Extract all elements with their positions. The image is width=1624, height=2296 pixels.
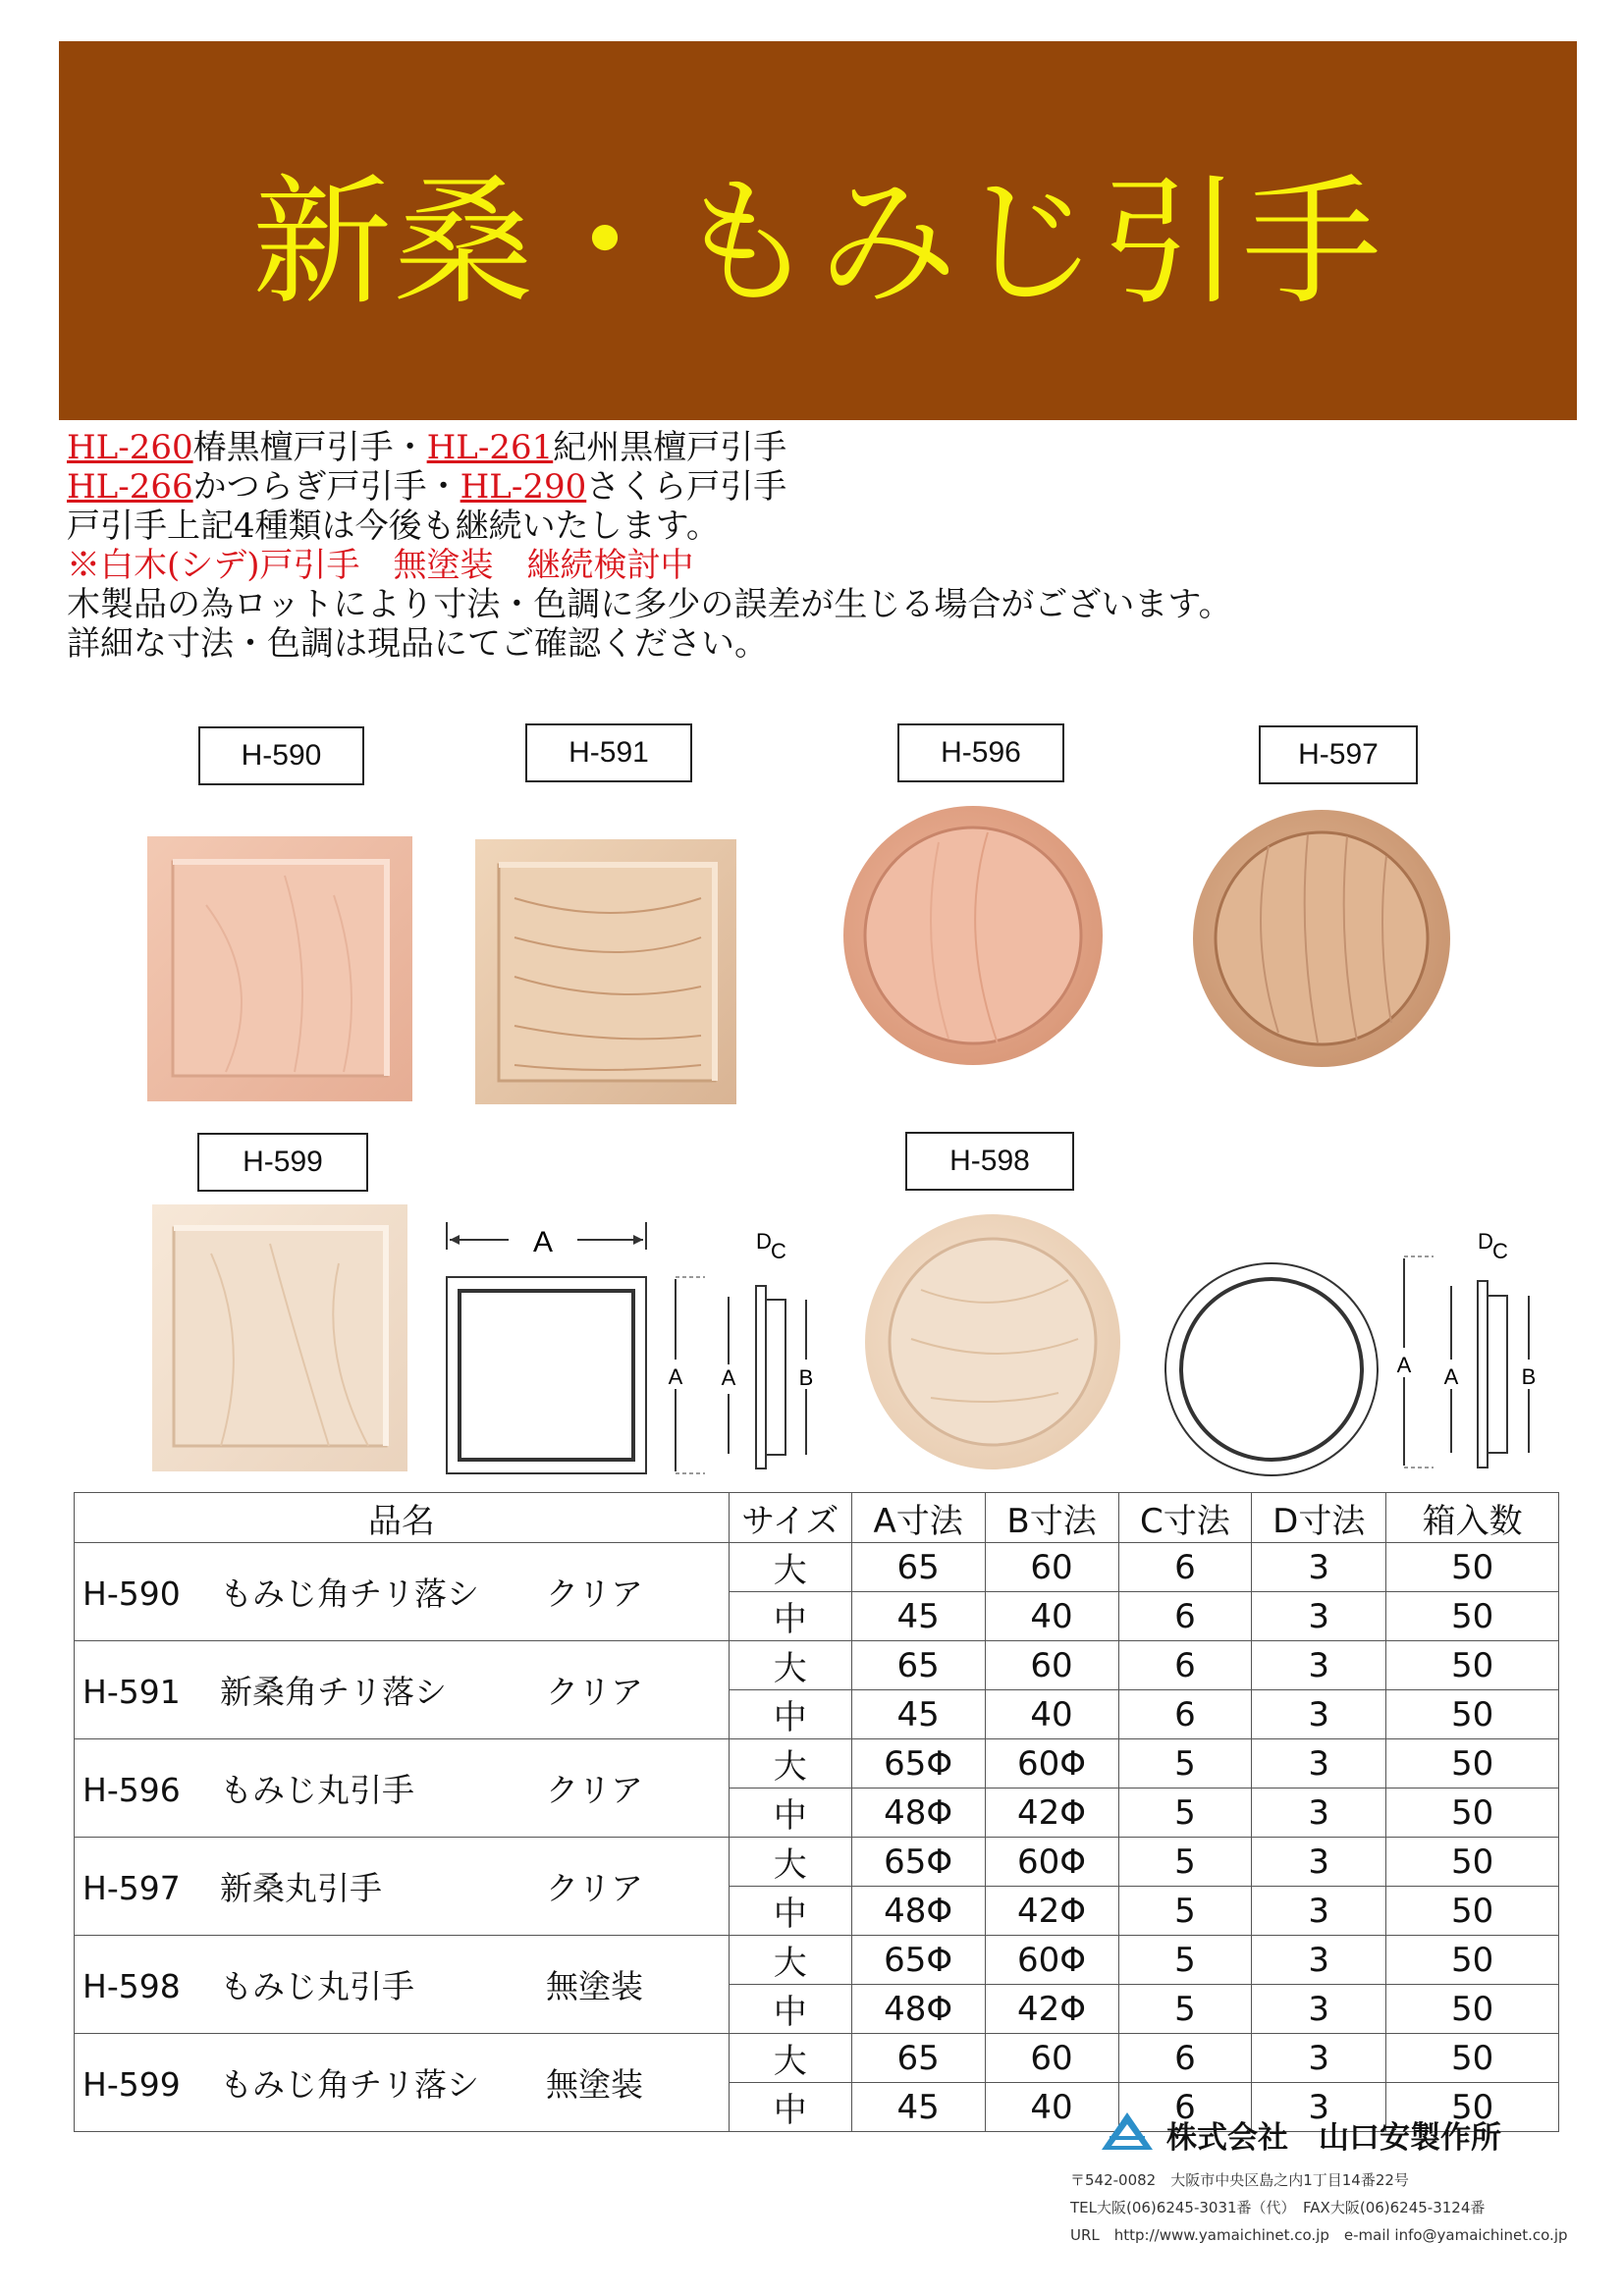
table-cell: 大 <box>729 1739 851 1789</box>
product-name-cell <box>75 2034 730 2132</box>
intro-line-3: 戸引手上記4種類は今後も継続いたします。 <box>67 507 720 546</box>
table-cell: 48Φ <box>851 1985 985 2034</box>
table-cell: 48Φ <box>851 1789 985 1838</box>
table-cell: 50 <box>1386 1838 1559 1887</box>
product-finish: クリア <box>546 1575 643 1613</box>
column-header: 品名 <box>75 1493 730 1543</box>
product-name: 新桑角チリ落シ <box>220 1673 447 1711</box>
table-cell: 3 <box>1252 1641 1386 1690</box>
product-name-cell <box>75 1739 730 1838</box>
table-cell: 3 <box>1252 1887 1386 1936</box>
table-cell: 50 <box>1386 1641 1559 1690</box>
dim-label-c: C <box>1492 1239 1508 1263</box>
table-cell: 50 <box>1386 1985 1559 2034</box>
table-cell: 5 <box>1118 1936 1252 1985</box>
table-cell: 6 <box>1118 1543 1252 1592</box>
table-cell: 42Φ <box>985 1789 1118 1838</box>
label-h599: H-599 <box>197 1133 368 1192</box>
table-cell: 60Φ <box>985 1936 1118 1985</box>
table-cell: 5 <box>1118 1789 1252 1838</box>
square-dimension-diagram <box>432 1222 864 1477</box>
product-image-h597 <box>1190 807 1453 1070</box>
dim-label-a-vert: A <box>668 1364 683 1389</box>
label-h591: H-591 <box>525 723 692 782</box>
table-cell: 65Φ <box>851 1838 985 1887</box>
product-finish: 無塗装 <box>546 1967 643 2005</box>
table-cell: 3 <box>1252 1690 1386 1739</box>
company-phone-fax: TEL大阪(06)6245-3031番（代） FAX大阪(06)6245-3124番 <box>1070 2199 1486 2216</box>
table-cell: 中 <box>729 1985 851 2034</box>
product-code: H-597 <box>82 1869 181 1907</box>
table-cell: 40 <box>985 1690 1118 1739</box>
table-cell: 3 <box>1252 1739 1386 1789</box>
column-header: D寸法 <box>1252 1493 1386 1543</box>
table-cell: 65 <box>851 2034 985 2083</box>
table-cell: 3 <box>1252 1789 1386 1838</box>
intro-line-2 <box>67 467 1232 507</box>
table-cell: 50 <box>1386 2083 1559 2132</box>
product-image-h591 <box>475 839 736 1104</box>
table-cell: 50 <box>1386 1592 1559 1641</box>
product-name-cell <box>75 1543 730 1641</box>
table-header-row <box>75 1493 1559 1543</box>
table-cell: 50 <box>1386 2034 1559 2083</box>
title-banner <box>59 41 1577 420</box>
table-cell: 65 <box>851 1641 985 1690</box>
column-header: サイズ <box>729 1493 851 1543</box>
product-image-h596 <box>840 803 1106 1068</box>
table-row <box>75 1838 1559 1887</box>
table-cell: 大 <box>729 1543 851 1592</box>
product-name: 新桑丸引手 <box>220 1869 382 1907</box>
table-cell: 3 <box>1252 1985 1386 2034</box>
product-code: H-599 <box>82 2065 181 2104</box>
table-row <box>75 1543 1559 1592</box>
table-cell: 中 <box>729 2083 851 2132</box>
table-cell: 60 <box>985 2034 1118 2083</box>
table-cell: 大 <box>729 1838 851 1887</box>
dim-label-d: D <box>1478 1229 1493 1254</box>
table-row <box>75 1936 1559 1985</box>
dim-label-a-vert: A <box>1396 1353 1412 1377</box>
table-cell: 3 <box>1252 2083 1386 2132</box>
product-name: もみじ丸引手 <box>220 1967 414 2005</box>
table-cell: 5 <box>1118 1985 1252 2034</box>
label-h597: H-597 <box>1259 725 1418 784</box>
table-cell: 6 <box>1118 2083 1252 2132</box>
table-cell: 6 <box>1118 1641 1252 1690</box>
page-title: 新桑・もみじ引手 <box>252 162 1383 324</box>
table-cell: 中 <box>729 1789 851 1838</box>
table-cell: 3 <box>1252 1936 1386 1985</box>
table-cell: 42Φ <box>985 1887 1118 1936</box>
product-name-cell <box>75 1641 730 1739</box>
table-cell: 中 <box>729 1592 851 1641</box>
product-desc: さくら戸引手 <box>586 467 787 507</box>
table-cell: 45 <box>851 1690 985 1739</box>
table-cell: 3 <box>1252 2034 1386 2083</box>
table-cell: 42Φ <box>985 1985 1118 2034</box>
product-name: もみじ角チリ落シ <box>220 1575 479 1613</box>
intro-line-5: 木製品の為ロットにより寸法・色調に多少の誤差が生じる場合がございます。 <box>67 585 1232 624</box>
table-cell: 5 <box>1118 1739 1252 1789</box>
label-h598: H-598 <box>905 1132 1074 1191</box>
product-finish: クリア <box>546 1771 643 1809</box>
product-desc: かつらぎ戸引手・ <box>192 467 460 507</box>
dim-label-d: D <box>756 1229 772 1254</box>
product-code-link: HL-290 <box>460 467 587 507</box>
product-name-cell <box>75 1936 730 2034</box>
product-name-cell <box>75 1838 730 1936</box>
product-code: H-591 <box>82 1673 181 1711</box>
table-cell: 65Φ <box>851 1739 985 1789</box>
table-cell: 3 <box>1252 1838 1386 1887</box>
column-header: 箱入数 <box>1386 1493 1559 1543</box>
label-h596: H-596 <box>897 723 1064 782</box>
product-code: H-596 <box>82 1771 181 1809</box>
table-cell: 45 <box>851 1592 985 1641</box>
table-cell: 6 <box>1118 1592 1252 1641</box>
table-cell: 5 <box>1118 1838 1252 1887</box>
table-row <box>75 1739 1559 1789</box>
table-cell: 5 <box>1118 1887 1252 1936</box>
dim-label-a-inner: A <box>721 1365 736 1390</box>
table-cell: 3 <box>1252 1543 1386 1592</box>
product-desc: 紀州黒檀戸引手 <box>553 428 787 467</box>
product-image-h599 <box>152 1204 407 1471</box>
intro-line-6: 詳細な寸法・色調は現品にてご確認ください。 <box>67 624 768 664</box>
table-cell: 60 <box>985 1641 1118 1690</box>
product-image-h590 <box>147 836 412 1101</box>
table-cell: 大 <box>729 1936 851 1985</box>
table-cell: 60Φ <box>985 1838 1118 1887</box>
spec-table <box>74 1492 1559 2132</box>
table-cell: 中 <box>729 1887 851 1936</box>
product-finish: クリア <box>546 1673 643 1711</box>
table-cell: 50 <box>1386 1690 1559 1739</box>
intro-notice: ※白木(シデ)戸引手 無塗装 継続検討中 <box>67 546 694 585</box>
dim-label-b: B <box>798 1365 814 1390</box>
table-cell: 50 <box>1386 1936 1559 1985</box>
table-cell: 中 <box>729 1690 851 1739</box>
product-image-h598 <box>862 1211 1123 1472</box>
table-cell: 45 <box>851 2083 985 2132</box>
table-cell: 50 <box>1386 1543 1559 1592</box>
column-header: C寸法 <box>1118 1493 1252 1543</box>
product-name: もみじ丸引手 <box>220 1771 414 1809</box>
dim-label-a-inner: A <box>1443 1364 1459 1389</box>
dim-label-a: A <box>532 1226 554 1258</box>
table-row <box>75 1641 1559 1690</box>
product-code-link: HL-260 <box>67 428 193 467</box>
intro-line-1 <box>67 428 1232 467</box>
dim-label-b: B <box>1521 1364 1537 1389</box>
table-cell: 48Φ <box>851 1887 985 1936</box>
product-code: H-590 <box>82 1575 181 1613</box>
column-header: B寸法 <box>985 1493 1118 1543</box>
table-cell: 65Φ <box>851 1936 985 1985</box>
table-cell: 50 <box>1386 1789 1559 1838</box>
table-cell: 50 <box>1386 1739 1559 1789</box>
table-cell: 40 <box>985 2083 1118 2132</box>
table-row <box>75 2034 1559 2083</box>
table-cell: 大 <box>729 1641 851 1690</box>
table-cell: 6 <box>1118 1690 1252 1739</box>
product-finish: クリア <box>546 1869 643 1907</box>
company-url-email: URL http://www.yamaichinet.co.jp e-mail info@yamaichinet.co.jp <box>1070 2226 1568 2244</box>
table-cell: 3 <box>1252 1592 1386 1641</box>
product-finish: 無塗装 <box>546 2065 643 2104</box>
product-desc: 椿黒檀戸引手・ <box>192 428 427 467</box>
dim-label-c: C <box>771 1239 786 1263</box>
table-cell: 大 <box>729 2034 851 2083</box>
table-cell: 60 <box>985 1543 1118 1592</box>
company-address: 〒542-0082 大阪市中央区島之内1丁目14番22号 <box>1070 2171 1409 2189</box>
product-name: もみじ角チリ落シ <box>220 2065 479 2104</box>
company-logo-icon <box>1100 2110 1155 2152</box>
product-code: H-598 <box>82 1967 181 2005</box>
table-cell: 60Φ <box>985 1739 1118 1789</box>
company-name: 株式会社 山口安製作所 <box>1166 2120 1501 2156</box>
intro-text <box>67 428 1232 664</box>
table-cell: 50 <box>1386 1887 1559 1936</box>
product-code-link: HL-261 <box>426 428 554 467</box>
table-cell: 40 <box>985 1592 1118 1641</box>
table-cell: 6 <box>1118 2034 1252 2083</box>
label-h590: H-590 <box>198 726 364 785</box>
round-dimension-diagram <box>1159 1222 1571 1477</box>
table-cell: 65 <box>851 1543 985 1592</box>
product-code-link: HL-266 <box>67 467 193 507</box>
column-header: A寸法 <box>851 1493 985 1543</box>
